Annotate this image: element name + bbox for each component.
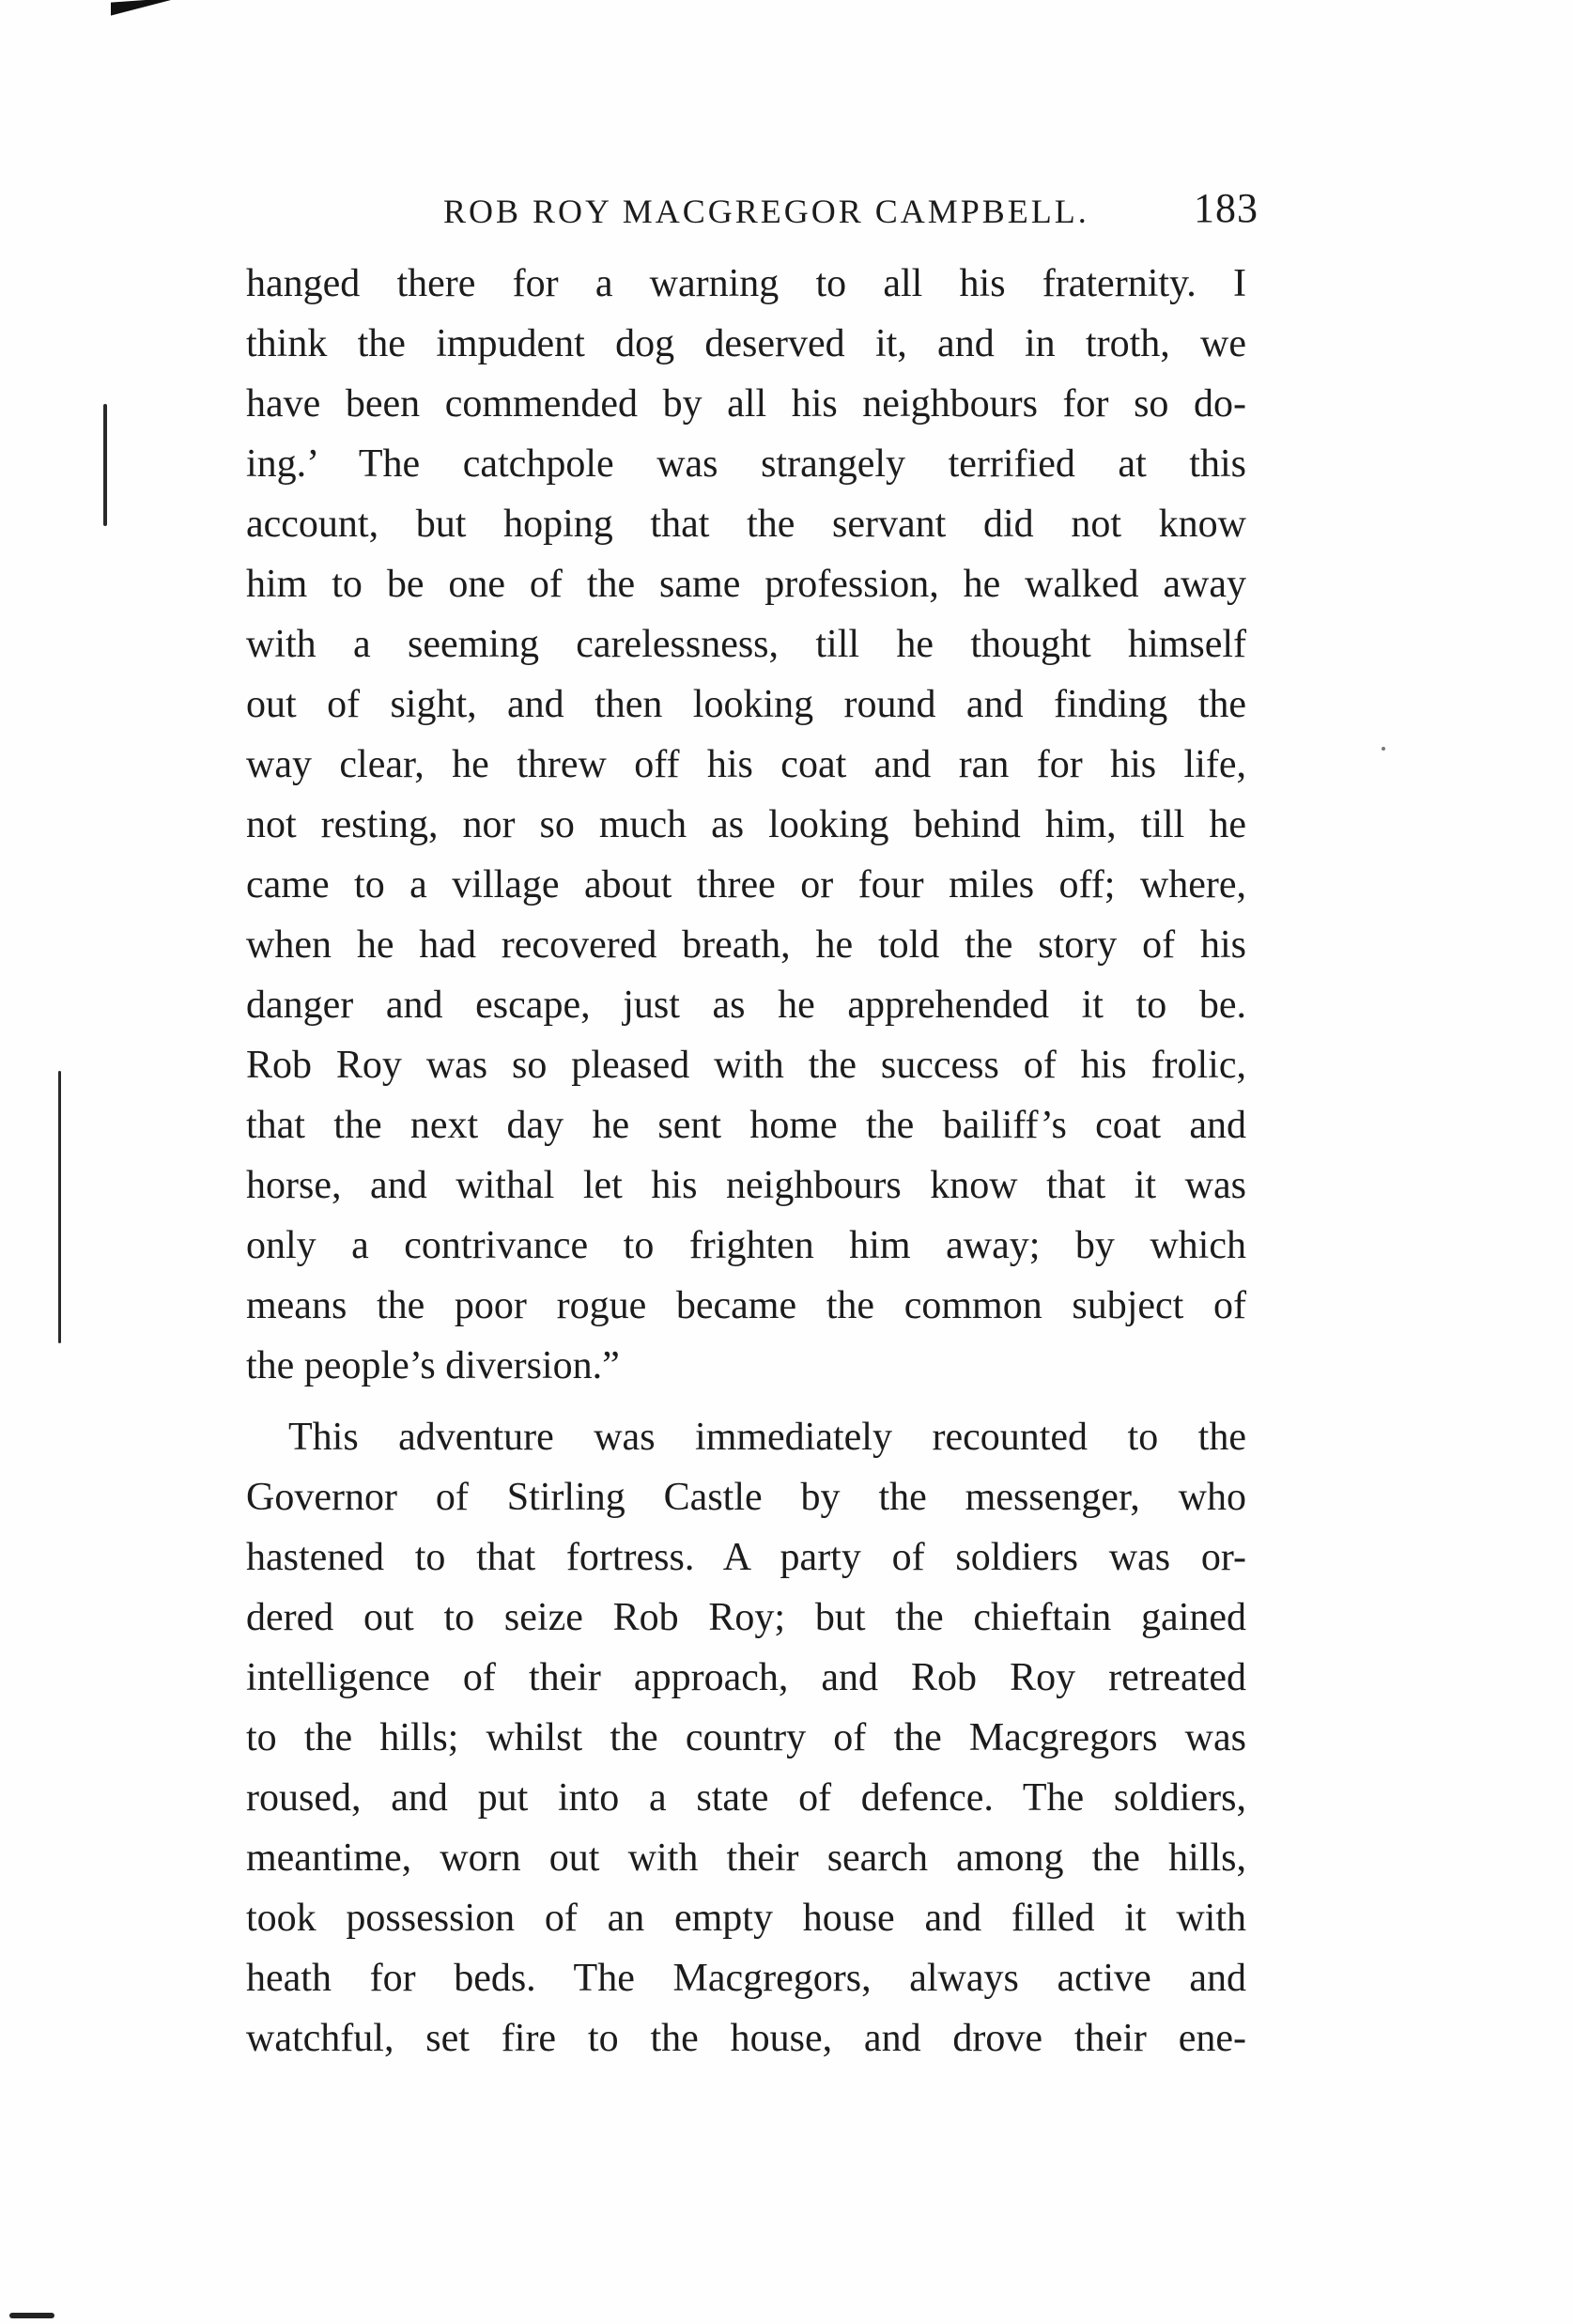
- text-line: horse, and withal let his neighbours know that it was: [246, 1164, 1246, 1207]
- text-line: account, but hoping that the servant did not know: [246, 503, 1246, 546]
- text-line: have been commended by all his neighbours for so do-: [246, 382, 1246, 426]
- text-line: him to be one of the same profession, he walked away: [246, 563, 1246, 606]
- text-line: intelligence of their approach, and Rob Roy retreated: [246, 1656, 1246, 1699]
- paragraph-gap: [246, 1396, 1246, 1407]
- text-line: danger and escape, just as he apprehended it to be.: [246, 984, 1246, 1027]
- page-number: 183: [1194, 185, 1258, 231]
- text-line: watchful, set fire to the house, and drove their ene-: [246, 2017, 1246, 2060]
- text-line: means the poor rogue became the common subject of: [246, 1284, 1246, 1327]
- text-line: meantime, worn out with their search among the hills,: [246, 1836, 1246, 1880]
- text-line: dered out to seize Rob Roy; but the chieftain gained: [246, 1596, 1246, 1639]
- running-head: ROB ROY MACGREGOR CAMPBELL.: [443, 193, 1089, 230]
- text-line: hastened to that fortress. A party of soldiers was or-: [246, 1536, 1246, 1579]
- text-line: hanged there for a warning to all his fraternity. I: [246, 262, 1246, 305]
- text-line: way clear, he threw off his coat and ran for his life,: [246, 743, 1246, 786]
- scan-corner-mark-bottom: [9, 2313, 54, 2318]
- text-line: to the hills; whilst the country of the Macgregors was: [246, 1716, 1246, 1759]
- text-line: the people’s diversion.”: [246, 1344, 620, 1387]
- text-line: when he had recovered breath, he told the story of his: [246, 923, 1246, 967]
- text-line: only a contrivance to frighten him away; by which: [246, 1224, 1246, 1267]
- text-line: heath for beds. The Macgregors, always active and: [246, 1957, 1246, 2000]
- text-line: Governor of Stirling Castle by the messenger, who: [246, 1476, 1246, 1519]
- text-line: came to a village about three or four miles off; where,: [246, 863, 1246, 906]
- text-line: not resting, nor so much as looking behind him, till he: [246, 803, 1246, 846]
- margin-pencil-mark: [58, 1071, 61, 1343]
- text-line: think the impudent dog deserved it, and in troth, we: [246, 322, 1246, 365]
- text-line: out of sight, and then looking round and finding the: [246, 683, 1246, 726]
- body-text: [246, 254, 1246, 2068]
- text-line: roused, and put into a state of defence. The soldiers,: [246, 1776, 1246, 1820]
- text-line: This adventure was immediately recounted to the: [288, 1416, 1246, 1459]
- text-line: ing.’ The catchpole was strangely terrified at this: [246, 442, 1246, 486]
- scan-corner-mark: [111, 0, 180, 16]
- text-line: that the next day he sent home the bailiff’s coat and: [246, 1104, 1246, 1147]
- text-line: took possession of an empty house and filled it with: [246, 1897, 1246, 1940]
- text-line: Rob Roy was so pleased with the success of his frolic,: [246, 1044, 1246, 1087]
- margin-pencil-mark: [103, 404, 107, 526]
- page-header: [443, 184, 1270, 240]
- paper-speck: [1382, 747, 1385, 751]
- text-line: with a seeming carelessness, till he thought himself: [246, 623, 1246, 666]
